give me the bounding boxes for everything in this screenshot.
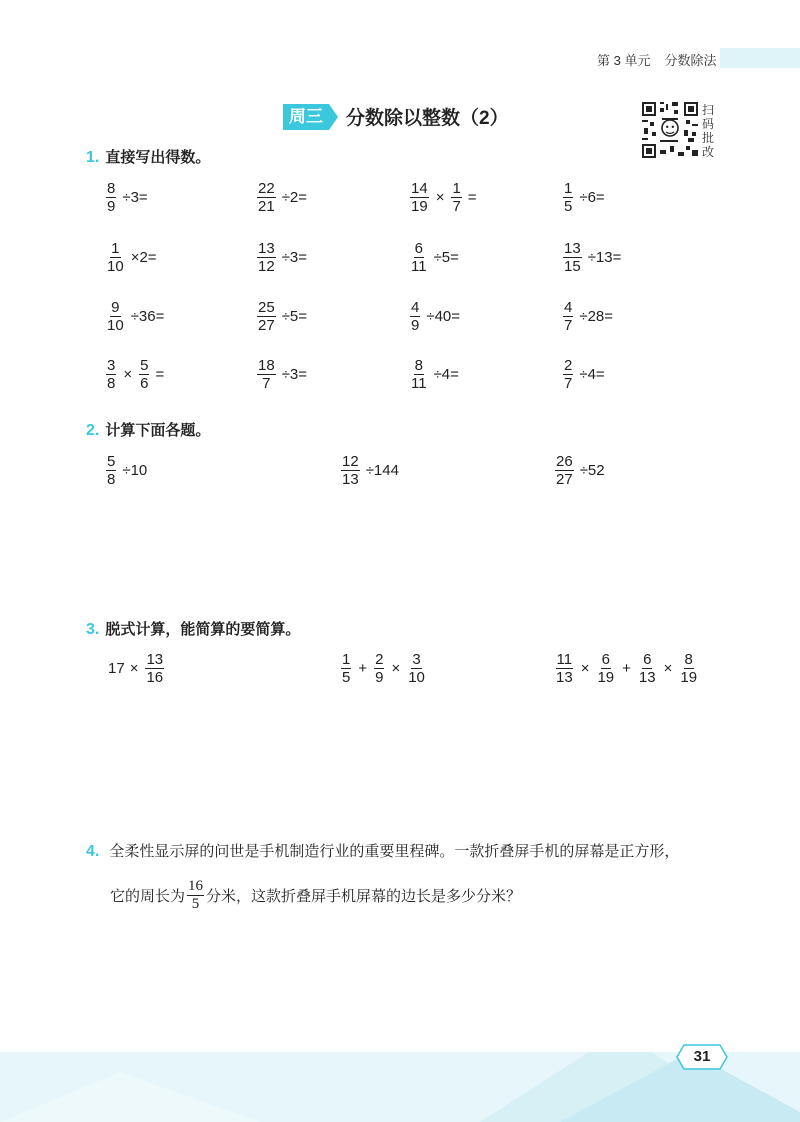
numerator: 4 — [411, 299, 420, 316]
denominator: 19 — [597, 669, 615, 686]
denominator: 12 — [258, 258, 275, 275]
fraction — [341, 453, 360, 488]
topic-label: 分数除法 — [664, 53, 717, 68]
fraction — [341, 651, 351, 686]
numerator: 8 — [414, 357, 423, 374]
fraction — [257, 357, 276, 392]
fraction — [106, 357, 116, 392]
expression-text: ÷36= — [130, 308, 165, 325]
operator: + — [358, 660, 368, 677]
denominator: 13 — [342, 471, 359, 488]
math-expression — [561, 299, 613, 334]
operator: × — [435, 189, 445, 206]
math-expression — [561, 357, 605, 392]
denominator: 7 — [564, 375, 573, 392]
fraction — [679, 651, 698, 686]
fraction — [555, 453, 574, 488]
numerator: 6 — [601, 651, 610, 668]
header-accent-bar — [720, 48, 800, 68]
math-expression — [255, 240, 307, 275]
fraction — [187, 878, 204, 913]
math-expression — [104, 651, 166, 686]
denominator: 13 — [556, 669, 573, 686]
numerator: 8 — [684, 651, 693, 668]
numerator: 13 — [146, 651, 164, 668]
numerator: 13 — [258, 240, 275, 257]
numerator: 5 — [107, 453, 116, 470]
fraction — [106, 299, 125, 334]
expression-text: ÷10 — [122, 462, 148, 479]
denominator: 15 — [564, 258, 581, 275]
expression-text: ÷3= — [281, 366, 308, 383]
numerator: 3 — [412, 651, 421, 668]
expression-text: ÷2= — [281, 189, 308, 206]
fraction — [563, 240, 582, 275]
section-3-title: 脱式计算，能简算的要简算。 — [105, 621, 301, 638]
math-expression — [104, 180, 148, 215]
day-badge: 周三 — [283, 104, 329, 130]
unit-label: 第 3 单元 — [597, 53, 651, 68]
section-1-title: 直接写出得数。 — [105, 149, 211, 166]
numerator: 4 — [564, 299, 573, 316]
operator: × — [663, 660, 673, 677]
denominator: 5 — [191, 896, 200, 912]
denominator: 9 — [411, 317, 420, 334]
page-title: 分数除以整数（2） — [346, 108, 509, 129]
section-1-heading — [86, 146, 210, 167]
denominator: 7 — [452, 198, 461, 215]
numerator: 26 — [556, 453, 573, 470]
expression-text: ÷144 — [365, 462, 399, 479]
fraction — [106, 240, 125, 275]
fraction — [563, 299, 573, 334]
expression-text: ÷28= — [579, 308, 614, 325]
fraction — [145, 651, 164, 686]
math-expression — [339, 651, 428, 686]
math-expression — [553, 453, 605, 488]
denominator: 8 — [107, 471, 116, 488]
math-expression — [104, 299, 164, 334]
expression-text: ÷40= — [426, 308, 461, 325]
fraction — [410, 299, 420, 334]
section-4-number: 4. — [86, 843, 100, 860]
math-expression — [104, 357, 164, 392]
denominator: 8 — [107, 375, 116, 392]
numerator: 18 — [258, 357, 275, 374]
math-expression — [553, 651, 700, 686]
numerator: 12 — [342, 453, 359, 470]
math-expression — [561, 180, 605, 215]
math-expression — [255, 180, 307, 215]
numerator: 14 — [411, 180, 428, 197]
fraction — [563, 180, 573, 215]
expression-text: ÷52 — [579, 462, 605, 479]
denominator: 9 — [107, 198, 116, 215]
fraction — [257, 299, 276, 334]
section-1-number: 1. — [86, 149, 100, 166]
expression-text: = — [467, 189, 477, 206]
word-problem-line-2 — [110, 878, 521, 913]
numerator: 22 — [258, 180, 275, 197]
expression-text: ÷3= — [122, 189, 148, 206]
numerator: 16 — [188, 878, 204, 894]
math-expression — [339, 453, 399, 488]
numerator: 2 — [564, 357, 573, 374]
fraction — [374, 651, 384, 686]
numerator: 25 — [258, 299, 275, 316]
fraction — [451, 180, 461, 215]
numerator: 1 — [342, 651, 351, 668]
denominator: 16 — [146, 669, 164, 686]
fraction — [555, 651, 574, 686]
denominator: 10 — [107, 317, 124, 334]
word-problem-line-1 — [86, 840, 679, 861]
denominator: 6 — [140, 375, 149, 392]
math-expression — [104, 240, 157, 275]
fraction — [257, 240, 276, 275]
math-expression — [255, 357, 307, 392]
fraction — [257, 180, 276, 215]
numerator: 11 — [556, 651, 573, 668]
numerator: 6 — [643, 651, 652, 668]
math-expression — [408, 357, 459, 392]
fraction — [106, 453, 116, 488]
operator: × — [391, 660, 401, 677]
denominator: 13 — [638, 669, 656, 686]
expression-text: ÷6= — [579, 189, 605, 206]
denominator: 9 — [375, 669, 384, 686]
fraction — [596, 651, 615, 686]
numerator: 8 — [107, 180, 116, 197]
math-expression — [561, 240, 621, 275]
numerator: 2 — [375, 651, 384, 668]
numerator: 13 — [564, 240, 581, 257]
operator: × — [129, 660, 139, 677]
denominator: 27 — [258, 317, 275, 334]
denominator: 19 — [411, 198, 428, 215]
numerator: 5 — [140, 357, 149, 374]
operator: × — [123, 366, 133, 383]
word-problem-text-2a: 它的周长为 — [110, 889, 186, 905]
denominator: 11 — [411, 375, 427, 392]
section-3-number: 3. — [86, 621, 100, 638]
expression-text: 17 — [108, 660, 125, 677]
denominator: 7 — [262, 375, 271, 392]
fraction — [407, 651, 426, 686]
fraction — [410, 240, 428, 275]
qr-code-icon[interactable] — [642, 102, 698, 158]
fraction — [410, 357, 428, 392]
denominator: 5 — [342, 669, 351, 686]
section-2-heading — [86, 419, 210, 440]
numerator: 1 — [452, 180, 461, 197]
running-header — [597, 50, 716, 69]
denominator: 11 — [411, 258, 427, 275]
denominator: 19 — [680, 669, 698, 686]
expression-text: ×2= — [130, 249, 157, 266]
math-expression — [408, 180, 477, 215]
page-number: 31 — [693, 1048, 711, 1065]
numerator: 1 — [111, 240, 120, 257]
denominator: 5 — [564, 198, 573, 215]
fraction — [410, 180, 429, 215]
numerator: 6 — [414, 240, 423, 257]
denominator: 10 — [107, 258, 124, 275]
section-2-title: 计算下面各题。 — [105, 422, 211, 439]
expression-text: ÷5= — [281, 308, 308, 325]
math-expression — [408, 299, 460, 334]
expression-text: ÷4= — [433, 366, 459, 383]
section-3-heading — [86, 618, 300, 639]
denominator: 7 — [564, 317, 573, 334]
fraction — [638, 651, 657, 686]
qr-label: 扫码批改 — [702, 103, 715, 159]
operator: × — [580, 660, 590, 677]
operator: + — [622, 660, 631, 677]
expression-text: ÷4= — [579, 366, 605, 383]
word-problem-text-1: 全柔性显示屏的问世是手机制造行业的重要里程碑。一款折叠屏手机的屏幕是正方形， — [109, 844, 680, 860]
section-2-number: 2. — [86, 422, 100, 439]
denominator: 10 — [408, 669, 425, 686]
math-expression — [255, 299, 307, 334]
numerator: 3 — [107, 357, 116, 374]
fraction — [106, 180, 116, 215]
fraction — [563, 357, 573, 392]
expression-text: ÷3= — [281, 249, 308, 266]
denominator: 21 — [258, 198, 275, 215]
numerator: 9 — [111, 299, 120, 316]
expression-text: ÷13= — [587, 249, 622, 266]
math-expression — [408, 240, 459, 275]
fraction — [139, 357, 149, 392]
expression-text: = — [155, 366, 165, 383]
math-expression — [104, 453, 147, 488]
expression-text: ÷5= — [433, 249, 459, 266]
word-problem-text-2b: 分米，这款折叠屏手机屏幕的边长是多少分米？ — [206, 889, 522, 905]
denominator: 27 — [556, 471, 573, 488]
numerator: 1 — [564, 180, 573, 197]
